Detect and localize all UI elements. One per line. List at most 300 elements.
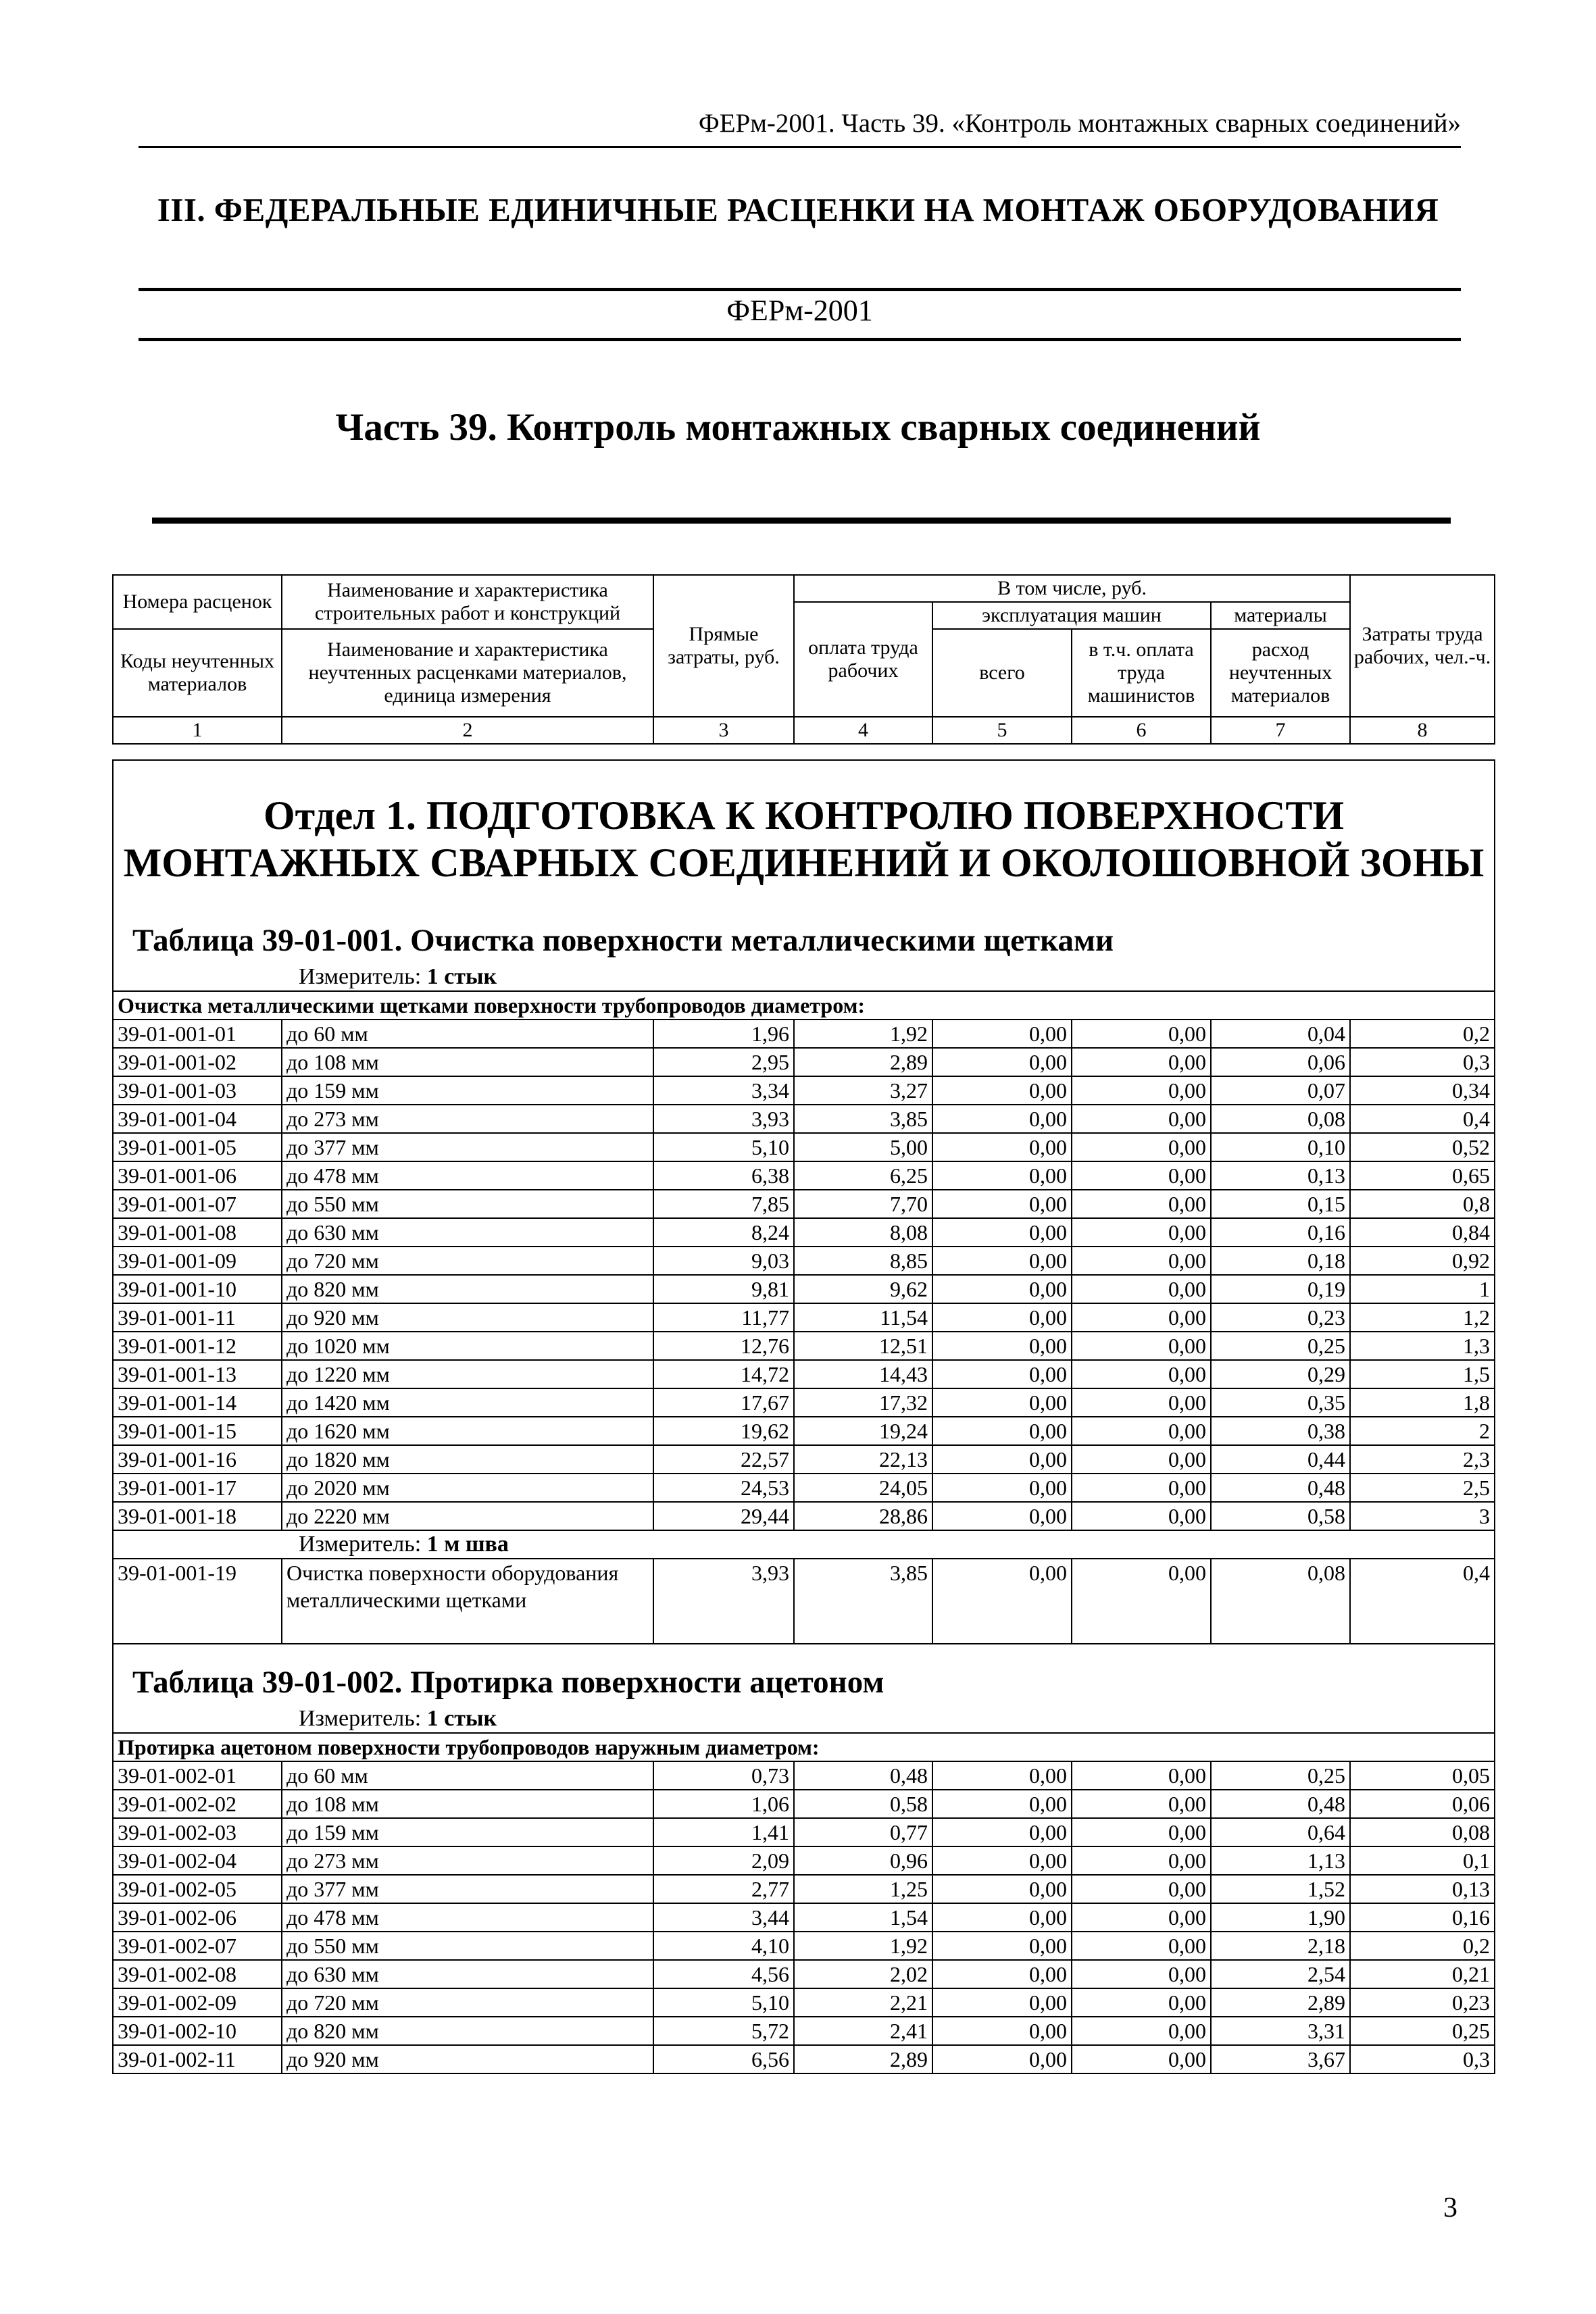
material-usage: 0,48 bbox=[1211, 1790, 1350, 1818]
table-row bbox=[113, 1932, 1495, 1960]
machinist-pay: 0,00 bbox=[1072, 1190, 1211, 1218]
rate-code: 39-01-001-05 bbox=[113, 1133, 282, 1161]
rate-code: 39-01-001-16 bbox=[113, 1445, 282, 1474]
labor-costs: 0,3 bbox=[1350, 1048, 1495, 1076]
worker-pay: 8,85 bbox=[794, 1247, 932, 1275]
rate-code: 39-01-001-04 bbox=[113, 1105, 282, 1133]
worker-pay: 0,48 bbox=[794, 1761, 932, 1790]
code-title: ФЕРм-2001 bbox=[726, 294, 873, 327]
col-number: 5 bbox=[932, 717, 1072, 744]
running-header: ФЕРм-2001. Часть 39. «Контроль монтажных сварных соединений» bbox=[139, 107, 1461, 148]
material-usage: 0,06 bbox=[1211, 1048, 1350, 1076]
table2-block bbox=[113, 1644, 1495, 1733]
header-worker-pay: оплата труда рабочих bbox=[794, 602, 932, 717]
rate-name: до 1020 мм bbox=[282, 1332, 653, 1360]
material-usage: 0,18 bbox=[1211, 1247, 1350, 1275]
rates-table bbox=[112, 759, 1495, 2074]
material-usage: 0,29 bbox=[1211, 1360, 1350, 1388]
page-number: 3 bbox=[1443, 2192, 1457, 2223]
header-direct-costs: Прямые затраты, руб. bbox=[653, 575, 794, 717]
worker-pay: 17,32 bbox=[794, 1388, 932, 1417]
labor-costs: 0,4 bbox=[1350, 1105, 1495, 1133]
rate-name: до 920 мм bbox=[282, 1303, 653, 1332]
worker-pay: 3,27 bbox=[794, 1076, 932, 1105]
rate-code: 39-01-001-15 bbox=[113, 1417, 282, 1445]
machines-total: 0,00 bbox=[932, 1360, 1072, 1388]
direct-costs: 1,96 bbox=[653, 1020, 794, 1048]
machines-total: 0,00 bbox=[932, 1303, 1072, 1332]
table-row bbox=[113, 1076, 1495, 1105]
machines-total: 0,00 bbox=[932, 1247, 1072, 1275]
table1-meter bbox=[118, 963, 1490, 990]
worker-pay: 19,24 bbox=[794, 1417, 932, 1445]
table-row bbox=[113, 1875, 1495, 1903]
header-material-usage: расход неучтенных материалов bbox=[1211, 629, 1350, 717]
labor-costs: 0,05 bbox=[1350, 1761, 1495, 1790]
machinist-pay: 0,00 bbox=[1072, 1360, 1211, 1388]
labor-costs: 0,23 bbox=[1350, 1988, 1495, 2017]
material-usage: 0,48 bbox=[1211, 1474, 1350, 1502]
labor-costs: 1,8 bbox=[1350, 1388, 1495, 1417]
direct-costs: 5,72 bbox=[653, 2017, 794, 2045]
rate-code: 39-01-002-09 bbox=[113, 1988, 282, 2017]
table-row bbox=[113, 1474, 1495, 1502]
worker-pay: 6,25 bbox=[794, 1161, 932, 1190]
rate-name: до 108 мм bbox=[282, 1790, 653, 1818]
machinist-pay: 0,00 bbox=[1072, 1303, 1211, 1332]
rate-name: до 1220 мм bbox=[282, 1360, 653, 1388]
table-row bbox=[113, 1303, 1495, 1332]
table-row bbox=[113, 2045, 1495, 2073]
material-usage: 0,19 bbox=[1211, 1275, 1350, 1303]
machinist-pay: 0,00 bbox=[1072, 2017, 1211, 2045]
labor-costs: 1 bbox=[1350, 1275, 1495, 1303]
rate-code: 39-01-002-10 bbox=[113, 2017, 282, 2045]
labor-costs: 2,5 bbox=[1350, 1474, 1495, 1502]
material-usage: 0,13 bbox=[1211, 1161, 1350, 1190]
direct-costs: 3,93 bbox=[653, 1105, 794, 1133]
rate-code: 39-01-002-02 bbox=[113, 1790, 282, 1818]
machines-total: 0,00 bbox=[932, 1275, 1072, 1303]
meter-label: Измеритель: bbox=[299, 964, 427, 989]
machinist-pay: 0,00 bbox=[1072, 1818, 1211, 1846]
rate-name: до 377 мм bbox=[282, 1133, 653, 1161]
table-row bbox=[113, 2017, 1495, 2045]
worker-pay: 1,92 bbox=[794, 1020, 932, 1048]
table-row bbox=[113, 1218, 1495, 1247]
direct-costs: 7,85 bbox=[653, 1190, 794, 1218]
machinist-pay: 0,00 bbox=[1072, 1502, 1211, 1530]
table-row bbox=[113, 1048, 1495, 1076]
worker-pay: 2,02 bbox=[794, 1960, 932, 1988]
worker-pay: 28,86 bbox=[794, 1502, 932, 1530]
rate-code: 39-01-001-11 bbox=[113, 1303, 282, 1332]
machines-total: 0,00 bbox=[932, 1048, 1072, 1076]
direct-costs: 11,77 bbox=[653, 1303, 794, 1332]
rate-name: до 920 мм bbox=[282, 2045, 653, 2073]
header-labor-costs: Затраты труда рабочих, чел.-ч. bbox=[1350, 575, 1495, 717]
header-including: В том числе, руб. bbox=[794, 575, 1350, 602]
col-number: 8 bbox=[1350, 717, 1495, 744]
header-materials: материалы bbox=[1211, 602, 1350, 629]
rate-name: до 2020 мм bbox=[282, 1474, 653, 1502]
material-usage: 0,15 bbox=[1211, 1190, 1350, 1218]
worker-pay: 0,58 bbox=[794, 1790, 932, 1818]
rate-name: до 550 мм bbox=[282, 1932, 653, 1960]
direct-costs: 5,10 bbox=[653, 1133, 794, 1161]
rate-name: до 1420 мм bbox=[282, 1388, 653, 1417]
direct-costs: 3,44 bbox=[653, 1903, 794, 1932]
machinist-pay: 0,00 bbox=[1072, 1474, 1211, 1502]
worker-pay: 3,85 bbox=[794, 1105, 932, 1133]
rate-name: до 820 мм bbox=[282, 2017, 653, 2045]
machines-total: 0,00 bbox=[932, 1332, 1072, 1360]
table-row bbox=[113, 1502, 1495, 1530]
machinist-pay: 0,00 bbox=[1072, 1790, 1211, 1818]
machines-total: 0,00 bbox=[932, 1818, 1072, 1846]
header-rate-numbers: Номера расценок bbox=[113, 575, 282, 629]
rate-code: 39-01-002-06 bbox=[113, 1903, 282, 1932]
rule-top bbox=[139, 288, 1461, 291]
table1-title: Таблица 39-01-001. Очистка поверхности металлическими щетками bbox=[132, 923, 1114, 958]
machinist-pay: 0,00 bbox=[1072, 1133, 1211, 1161]
rate-name: до 720 мм bbox=[282, 1247, 653, 1275]
rate-name: до 550 мм bbox=[282, 1190, 653, 1218]
labor-costs: 0,8 bbox=[1350, 1190, 1495, 1218]
direct-costs: 14,72 bbox=[653, 1360, 794, 1388]
rate-code: 39-01-002-01 bbox=[113, 1761, 282, 1790]
direct-costs: 4,10 bbox=[653, 1932, 794, 1960]
labor-costs: 0,08 bbox=[1350, 1818, 1495, 1846]
rate-code: 39-01-001-03 bbox=[113, 1076, 282, 1105]
table-row bbox=[113, 1445, 1495, 1474]
table-row bbox=[113, 1818, 1495, 1846]
table1-caption: Очистка металлическими щетками поверхности трубопроводов диаметром: bbox=[113, 991, 1495, 1020]
rate-name: до 377 мм bbox=[282, 1875, 653, 1903]
rate-name: до 478 мм bbox=[282, 1903, 653, 1932]
machines-total: 0,00 bbox=[932, 1932, 1072, 1960]
worker-pay: 9,62 bbox=[794, 1275, 932, 1303]
rate-code: 39-01-001-01 bbox=[113, 1020, 282, 1048]
labor-costs: 0,34 bbox=[1350, 1076, 1495, 1105]
rate-code: 39-01-001-02 bbox=[113, 1048, 282, 1076]
meter-value: 1 стык bbox=[426, 964, 497, 989]
direct-costs: 3,93 bbox=[653, 1559, 794, 1644]
table-row bbox=[113, 1761, 1495, 1790]
material-usage: 0,38 bbox=[1211, 1417, 1350, 1445]
direct-costs: 6,56 bbox=[653, 2045, 794, 2073]
direct-costs: 1,41 bbox=[653, 1818, 794, 1846]
direct-costs: 2,95 bbox=[653, 1048, 794, 1076]
material-usage: 0,35 bbox=[1211, 1388, 1350, 1417]
table-row bbox=[113, 1388, 1495, 1417]
machinist-pay: 0,00 bbox=[1072, 1846, 1211, 1875]
machinist-pay: 0,00 bbox=[1072, 1417, 1211, 1445]
direct-costs: 9,81 bbox=[653, 1275, 794, 1303]
direct-costs: 19,62 bbox=[653, 1417, 794, 1445]
table-row bbox=[113, 1417, 1495, 1445]
direct-costs: 1,06 bbox=[653, 1790, 794, 1818]
labor-costs: 0,06 bbox=[1350, 1790, 1495, 1818]
rate-code: 39-01-001-14 bbox=[113, 1388, 282, 1417]
machines-total: 0,00 bbox=[932, 1846, 1072, 1875]
rate-code: 39-01-001-17 bbox=[113, 1474, 282, 1502]
worker-pay: 0,96 bbox=[794, 1846, 932, 1875]
machinist-pay: 0,00 bbox=[1072, 1332, 1211, 1360]
column-numbers-row bbox=[113, 717, 1495, 744]
machines-total: 0,00 bbox=[932, 1076, 1072, 1105]
part-title: Часть 39. Контроль монтажных сварных соединений bbox=[335, 406, 1261, 449]
direct-costs: 24,53 bbox=[653, 1474, 794, 1502]
worker-pay: 1,25 bbox=[794, 1875, 932, 1903]
labor-costs: 0,92 bbox=[1350, 1247, 1495, 1275]
table2-meter bbox=[118, 1705, 1490, 1732]
direct-costs: 22,57 bbox=[653, 1445, 794, 1474]
machines-total: 0,00 bbox=[932, 1133, 1072, 1161]
machinist-pay: 0,00 bbox=[1072, 1388, 1211, 1417]
labor-costs: 0,52 bbox=[1350, 1133, 1495, 1161]
col-number: 2 bbox=[282, 717, 653, 744]
rate-code: 39-01-001-09 bbox=[113, 1247, 282, 1275]
worker-pay: 2,89 bbox=[794, 1048, 932, 1076]
header-unaccounted-names: Наименование и характеристика неучтенных расценками материалов, единица измерения bbox=[282, 629, 653, 717]
table-row bbox=[113, 1275, 1495, 1303]
machinist-pay: 0,00 bbox=[1072, 1020, 1211, 1048]
material-usage: 0,23 bbox=[1211, 1303, 1350, 1332]
labor-costs: 0,2 bbox=[1350, 1020, 1495, 1048]
table2-caption: Протирка ацетоном поверхности трубопроводов наружным диаметром: bbox=[113, 1733, 1495, 1761]
col-number: 4 bbox=[794, 717, 932, 744]
direct-costs: 0,73 bbox=[653, 1761, 794, 1790]
labor-costs: 0,65 bbox=[1350, 1161, 1495, 1190]
worker-pay: 22,13 bbox=[794, 1445, 932, 1474]
worker-pay: 5,00 bbox=[794, 1133, 932, 1161]
machines-total: 0,00 bbox=[932, 1761, 1072, 1790]
header-machine-operation: эксплуатация машин bbox=[932, 602, 1211, 629]
worker-pay: 12,51 bbox=[794, 1332, 932, 1360]
material-usage: 0,08 bbox=[1211, 1105, 1350, 1133]
machines-total: 0,00 bbox=[932, 1988, 1072, 2017]
material-usage: 0,07 bbox=[1211, 1076, 1350, 1105]
material-usage: 1,13 bbox=[1211, 1846, 1350, 1875]
direct-costs: 6,38 bbox=[653, 1161, 794, 1190]
machines-total: 0,00 bbox=[932, 2045, 1072, 2073]
rule-bottom bbox=[139, 338, 1461, 341]
table-row bbox=[113, 1161, 1495, 1190]
meter-label: Измеритель: bbox=[299, 1706, 427, 1731]
machinist-pay: 0,00 bbox=[1072, 1275, 1211, 1303]
machinist-pay: 0,00 bbox=[1072, 2045, 1211, 2073]
rate-code: 39-01-001-08 bbox=[113, 1218, 282, 1247]
direct-costs: 12,76 bbox=[653, 1332, 794, 1360]
machines-total: 0,00 bbox=[932, 1875, 1072, 1903]
machines-total: 0,00 bbox=[932, 2017, 1072, 2045]
header-machinist-pay: в т.ч. оплата труда машинистов bbox=[1072, 629, 1211, 717]
material-usage: 3,31 bbox=[1211, 2017, 1350, 2045]
section-title: III. ФЕДЕРАЛЬНЫЕ ЕДИНИЧНЫЕ РАСЦЕНКИ НА МОНТАЖ ОБОРУДОВАНИЯ bbox=[157, 191, 1439, 228]
rate-code: 39-01-001-10 bbox=[113, 1275, 282, 1303]
direct-costs: 5,10 bbox=[653, 1988, 794, 2017]
material-usage: 0,16 bbox=[1211, 1218, 1350, 1247]
machines-total: 0,00 bbox=[932, 1559, 1072, 1644]
labor-costs: 1,5 bbox=[1350, 1360, 1495, 1388]
material-usage: 3,67 bbox=[1211, 2045, 1350, 2073]
machines-total: 0,00 bbox=[932, 1020, 1072, 1048]
labor-costs: 2 bbox=[1350, 1417, 1495, 1445]
machines-total: 0,00 bbox=[932, 1445, 1072, 1474]
machines-total: 0,00 bbox=[932, 1218, 1072, 1247]
rate-name: Очистка поверхности оборудования металлическими щетками bbox=[282, 1559, 653, 1644]
machines-total: 0,00 bbox=[932, 1474, 1072, 1502]
worker-pay: 0,77 bbox=[794, 1818, 932, 1846]
column-header-table bbox=[112, 574, 1495, 745]
machinist-pay: 0,00 bbox=[1072, 1761, 1211, 1790]
machinist-pay: 0,00 bbox=[1072, 1559, 1211, 1644]
rate-name: до 273 мм bbox=[282, 1846, 653, 1875]
col-number: 3 bbox=[653, 717, 794, 744]
material-usage: 0,25 bbox=[1211, 1761, 1350, 1790]
rate-code: 39-01-002-07 bbox=[113, 1932, 282, 1960]
direct-costs: 9,03 bbox=[653, 1247, 794, 1275]
material-usage: 2,89 bbox=[1211, 1988, 1350, 2017]
worker-pay: 2,21 bbox=[794, 1988, 932, 2017]
rate-name: до 159 мм bbox=[282, 1818, 653, 1846]
rate-name: до 60 мм bbox=[282, 1020, 653, 1048]
rate-name: до 2220 мм bbox=[282, 1502, 653, 1530]
rate-code: 39-01-001-18 bbox=[113, 1502, 282, 1530]
labor-costs: 0,3 bbox=[1350, 2045, 1495, 2073]
direct-costs: 17,67 bbox=[653, 1388, 794, 1417]
table-row bbox=[113, 1960, 1495, 1988]
col-number: 1 bbox=[113, 717, 282, 744]
labor-costs: 0,2 bbox=[1350, 1932, 1495, 1960]
header-work-name: Наименование и характеристика строительных работ и конструкций bbox=[282, 575, 653, 629]
direct-costs: 4,56 bbox=[653, 1960, 794, 1988]
labor-costs: 0,1 bbox=[1350, 1846, 1495, 1875]
rate-code: 39-01-001-07 bbox=[113, 1190, 282, 1218]
rate-code: 39-01-002-08 bbox=[113, 1960, 282, 1988]
machines-total: 0,00 bbox=[932, 1388, 1072, 1417]
worker-pay: 7,70 bbox=[794, 1190, 932, 1218]
worker-pay: 2,41 bbox=[794, 2017, 932, 2045]
labor-costs: 2,3 bbox=[1350, 1445, 1495, 1474]
direct-costs: 2,09 bbox=[653, 1846, 794, 1875]
table-row bbox=[113, 1190, 1495, 1218]
table-row bbox=[113, 1903, 1495, 1932]
rate-name: до 820 мм bbox=[282, 1275, 653, 1303]
machinist-pay: 0,00 bbox=[1072, 1960, 1211, 1988]
worker-pay: 8,08 bbox=[794, 1218, 932, 1247]
rate-code: 39-01-002-11 bbox=[113, 2045, 282, 2073]
header-machines-total: всего bbox=[932, 629, 1072, 717]
meter-label: Измеритель: bbox=[299, 1532, 427, 1557]
machinist-pay: 0,00 bbox=[1072, 1875, 1211, 1903]
machines-total: 0,00 bbox=[932, 1190, 1072, 1218]
table-row bbox=[113, 1559, 1495, 1644]
table-row bbox=[113, 1988, 1495, 2017]
rate-code: 39-01-001-19 bbox=[113, 1559, 282, 1644]
machines-total: 0,00 bbox=[932, 1960, 1072, 1988]
rate-name: до 478 мм bbox=[282, 1161, 653, 1190]
rate-name: до 1620 мм bbox=[282, 1417, 653, 1445]
direct-costs: 3,34 bbox=[653, 1076, 794, 1105]
machinist-pay: 0,00 bbox=[1072, 1048, 1211, 1076]
table-row bbox=[113, 1020, 1495, 1048]
machines-total: 0,00 bbox=[932, 1417, 1072, 1445]
header-unaccounted-codes: Коды неучтенных материалов bbox=[113, 629, 282, 717]
department-block bbox=[113, 760, 1495, 991]
machinist-pay: 0,00 bbox=[1072, 1076, 1211, 1105]
material-usage: 0,44 bbox=[1211, 1445, 1350, 1474]
machinist-pay: 0,00 bbox=[1072, 1988, 1211, 2017]
machines-total: 0,00 bbox=[932, 1790, 1072, 1818]
labor-costs: 0,84 bbox=[1350, 1218, 1495, 1247]
machinist-pay: 0,00 bbox=[1072, 1903, 1211, 1932]
labor-costs: 0,16 bbox=[1350, 1903, 1495, 1932]
labor-costs: 3 bbox=[1350, 1502, 1495, 1530]
machines-total: 0,00 bbox=[932, 1502, 1072, 1530]
material-usage: 2,18 bbox=[1211, 1932, 1350, 1960]
material-usage: 1,90 bbox=[1211, 1903, 1350, 1932]
table2-title: Таблица 39-01-002. Протирка поверхности ацетоном bbox=[132, 1665, 884, 1700]
rate-code: 39-01-002-03 bbox=[113, 1818, 282, 1846]
labor-costs: 0,4 bbox=[1350, 1559, 1495, 1644]
rate-code: 39-01-001-12 bbox=[113, 1332, 282, 1360]
labor-costs: 1,3 bbox=[1350, 1332, 1495, 1360]
machines-total: 0,00 bbox=[932, 1903, 1072, 1932]
machinist-pay: 0,00 bbox=[1072, 1932, 1211, 1960]
machinist-pay: 0,00 bbox=[1072, 1218, 1211, 1247]
direct-costs: 8,24 bbox=[653, 1218, 794, 1247]
worker-pay: 24,05 bbox=[794, 1474, 932, 1502]
material-usage: 2,54 bbox=[1211, 1960, 1350, 1988]
col-number: 7 bbox=[1211, 717, 1350, 744]
department-title: Отдел 1. ПОДГОТОВКА К КОНТРОЛЮ ПОВЕРХНОСТИ МОНТАЖНЫХ СВАРНЫХ СОЕДИНЕНИЙ И ОКОЛОШОВНОЙ ЗОНЫ bbox=[123, 793, 1485, 885]
machinist-pay: 0,00 bbox=[1072, 1445, 1211, 1474]
labor-costs: 1,2 bbox=[1350, 1303, 1495, 1332]
direct-costs: 29,44 bbox=[653, 1502, 794, 1530]
table1-meter2 bbox=[118, 1531, 1490, 1558]
worker-pay: 11,54 bbox=[794, 1303, 932, 1332]
material-usage: 0,58 bbox=[1211, 1502, 1350, 1530]
rate-code: 39-01-001-06 bbox=[113, 1161, 282, 1190]
labor-costs: 0,13 bbox=[1350, 1875, 1495, 1903]
table-row bbox=[113, 1790, 1495, 1818]
machinist-pay: 0,00 bbox=[1072, 1105, 1211, 1133]
material-usage: 0,08 bbox=[1211, 1559, 1350, 1644]
rate-code: 39-01-002-05 bbox=[113, 1875, 282, 1903]
rate-name: до 720 мм bbox=[282, 1988, 653, 2017]
table1-meter2-block bbox=[113, 1530, 1495, 1559]
col-number: 6 bbox=[1072, 717, 1211, 744]
machinist-pay: 0,00 bbox=[1072, 1161, 1211, 1190]
material-usage: 1,52 bbox=[1211, 1875, 1350, 1903]
material-usage: 0,10 bbox=[1211, 1133, 1350, 1161]
material-usage: 0,04 bbox=[1211, 1020, 1350, 1048]
worker-pay: 1,92 bbox=[794, 1932, 932, 1960]
rate-name: до 1820 мм bbox=[282, 1445, 653, 1474]
material-usage: 0,25 bbox=[1211, 1332, 1350, 1360]
machinist-pay: 0,00 bbox=[1072, 1247, 1211, 1275]
material-usage: 0,64 bbox=[1211, 1818, 1350, 1846]
machines-total: 0,00 bbox=[932, 1105, 1072, 1133]
worker-pay: 1,54 bbox=[794, 1903, 932, 1932]
meter-value: 1 м шва bbox=[426, 1532, 509, 1557]
rate-name: до 108 мм bbox=[282, 1048, 653, 1076]
rule-thick bbox=[152, 518, 1451, 524]
machines-total: 0,00 bbox=[932, 1161, 1072, 1190]
worker-pay: 14,43 bbox=[794, 1360, 932, 1388]
